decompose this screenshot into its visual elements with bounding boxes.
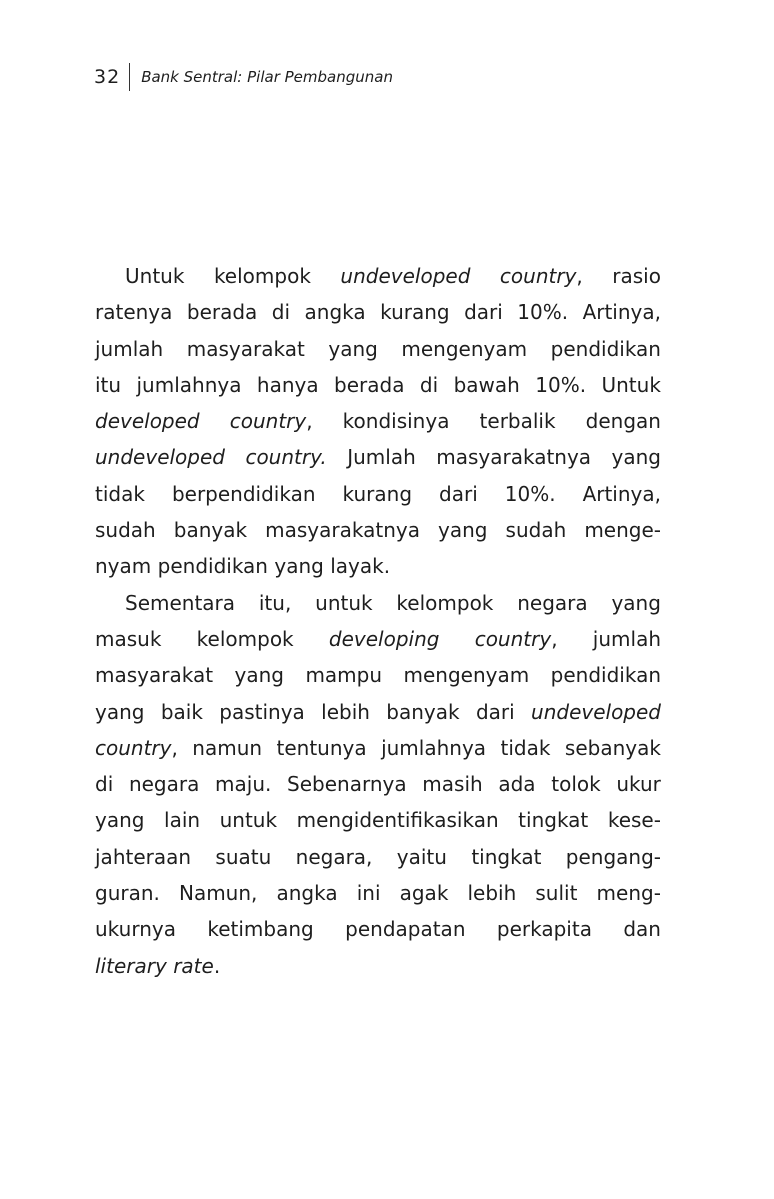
- running-head: [94, 62, 393, 92]
- text-line: [95, 585, 661, 621]
- text-line: [95, 331, 661, 367]
- body-text: [95, 258, 661, 984]
- word: yang: [234, 663, 284, 688]
- word: masyarakat: [95, 663, 214, 688]
- word: maju.: [215, 772, 272, 797]
- word: negara,: [295, 844, 373, 869]
- text-line: [95, 512, 661, 548]
- word: kelompok: [396, 590, 494, 615]
- word: country,: [499, 264, 583, 288]
- word: di: [271, 300, 291, 325]
- word: literary: [95, 953, 167, 978]
- word: di: [419, 372, 439, 397]
- text-line: [95, 367, 661, 403]
- word: pendapatan: [345, 917, 466, 942]
- word: itu,: [258, 590, 292, 615]
- word: berada: [186, 300, 258, 325]
- word: jumlahnya: [136, 372, 242, 397]
- word: mengenyam: [401, 336, 528, 361]
- word: dari: [439, 481, 478, 506]
- word: kondisinya: [342, 409, 450, 434]
- page-number: 32: [94, 66, 121, 88]
- word: yang: [95, 699, 145, 724]
- word: hanya: [256, 372, 319, 397]
- text-line: [95, 875, 661, 911]
- word: masuk: [95, 626, 162, 651]
- word: namun: [192, 735, 263, 760]
- word: sudah: [95, 518, 156, 543]
- word: menge-: [584, 518, 661, 543]
- word: yang: [611, 445, 661, 470]
- word: Sebenarnya: [287, 772, 407, 797]
- word: pendidikan: [550, 336, 661, 361]
- paragraph: [95, 585, 661, 984]
- word: Sementara: [125, 590, 236, 615]
- text-line: [95, 911, 661, 947]
- word: yaitu: [396, 844, 447, 869]
- word: agak: [399, 881, 449, 906]
- word: tentunya: [276, 735, 367, 760]
- word: pendidikan: [157, 554, 268, 579]
- word: layak.: [330, 554, 391, 579]
- word: jumlah: [95, 336, 164, 361]
- word: mengidentifikasikan: [296, 808, 499, 833]
- word: kelompok: [196, 626, 294, 651]
- word: Untuk: [601, 372, 661, 397]
- text-line: [95, 476, 661, 512]
- word: angka: [304, 300, 366, 325]
- word: itu: [95, 372, 122, 397]
- word: undeveloped: [95, 445, 225, 470]
- word: untuk: [219, 808, 278, 833]
- word: pengang-: [565, 844, 661, 869]
- word: jahteraan: [95, 844, 192, 869]
- word: dan: [623, 917, 661, 942]
- word: terbalik: [479, 409, 556, 434]
- word: tingkat: [471, 844, 542, 869]
- text-line: [95, 839, 661, 875]
- word: masyarakatnya: [436, 445, 592, 470]
- word: yang: [95, 808, 145, 833]
- word: lebih: [467, 881, 517, 906]
- word: sebanyak: [564, 735, 661, 760]
- word: kelompok: [213, 264, 311, 288]
- word: masyarakat: [186, 336, 305, 361]
- word: yang: [611, 590, 661, 615]
- word: Artinya,: [582, 300, 661, 325]
- word: tolok: [551, 772, 601, 797]
- text-line: [95, 548, 661, 584]
- word: Namun,: [178, 881, 258, 906]
- word: undeveloped: [340, 264, 471, 288]
- word: masyarakatnya: [265, 518, 420, 543]
- word: masih: [422, 772, 483, 797]
- header-divider: [129, 63, 130, 91]
- word: country.: [245, 445, 327, 470]
- word: mengenyam: [403, 663, 530, 688]
- word: sulit: [535, 881, 578, 906]
- word: Jumlah: [347, 445, 416, 470]
- word: pendidikan: [550, 663, 661, 688]
- word: perkapita: [496, 917, 592, 942]
- word: kurang: [342, 481, 413, 506]
- word: angka: [276, 881, 338, 906]
- book-title: Bank Sentral: Pilar Pembangunan: [141, 68, 393, 86]
- word: rasio: [612, 264, 661, 288]
- word: kurang: [380, 300, 450, 325]
- word: developing: [328, 626, 440, 651]
- word: yang: [438, 518, 488, 543]
- word: yang: [328, 336, 378, 361]
- word: ketimbang: [207, 917, 314, 942]
- word: country,: [474, 626, 558, 651]
- word: meng-: [596, 881, 661, 906]
- word: mampu: [305, 663, 383, 688]
- word: jumlahnya: [381, 735, 487, 760]
- word: kese-: [607, 808, 661, 833]
- word: tidak: [500, 735, 551, 760]
- word: negara: [517, 590, 588, 615]
- word: ini: [356, 881, 381, 906]
- paragraph: [95, 258, 661, 585]
- word: di: [95, 772, 114, 797]
- word: nyam: [95, 554, 152, 579]
- word: dari: [475, 699, 515, 724]
- word: 10%.: [504, 481, 556, 506]
- word: negara: [128, 772, 200, 797]
- word: suatu: [215, 844, 272, 869]
- word: pastinya: [219, 699, 305, 724]
- word: tingkat: [518, 808, 589, 833]
- word: 10%.: [535, 372, 587, 397]
- word: ukurnya: [95, 917, 176, 942]
- text-line: [95, 730, 661, 766]
- word: guran.: [95, 881, 160, 906]
- word: Artinya,: [582, 481, 661, 506]
- text-line: [95, 948, 661, 984]
- word: country,: [229, 409, 313, 434]
- word: lebih: [321, 699, 370, 724]
- text-line: [95, 657, 661, 693]
- word: jumlah: [592, 626, 661, 651]
- word: rate.: [173, 953, 221, 978]
- word: lain: [164, 808, 201, 833]
- text-line: [95, 802, 661, 838]
- word: tidak: [95, 481, 145, 506]
- word: baik: [160, 699, 203, 724]
- word: sudah: [505, 518, 567, 543]
- text-line: [95, 694, 661, 730]
- text-line: [95, 439, 661, 475]
- word: dari: [464, 300, 503, 325]
- text-line: [95, 766, 661, 802]
- word: dengan: [585, 409, 661, 434]
- word: country,: [95, 735, 178, 760]
- word: berada: [334, 372, 405, 397]
- word: bawah: [453, 372, 520, 397]
- word: banyak: [173, 518, 248, 543]
- text-line: [95, 403, 661, 439]
- word: untuk: [315, 590, 373, 615]
- word: banyak: [386, 699, 460, 724]
- word: yang: [274, 554, 324, 579]
- text-line: [95, 258, 661, 294]
- text-line: [95, 621, 661, 657]
- word: ukur: [616, 772, 661, 797]
- word: ratenya: [95, 300, 173, 325]
- word: 10%.: [517, 300, 569, 325]
- text-line: [95, 294, 661, 330]
- word: berpendidikan: [171, 481, 316, 506]
- word: developed: [95, 409, 200, 434]
- word: ada: [498, 772, 536, 797]
- word: Untuk: [125, 264, 185, 288]
- word: undeveloped: [531, 699, 661, 724]
